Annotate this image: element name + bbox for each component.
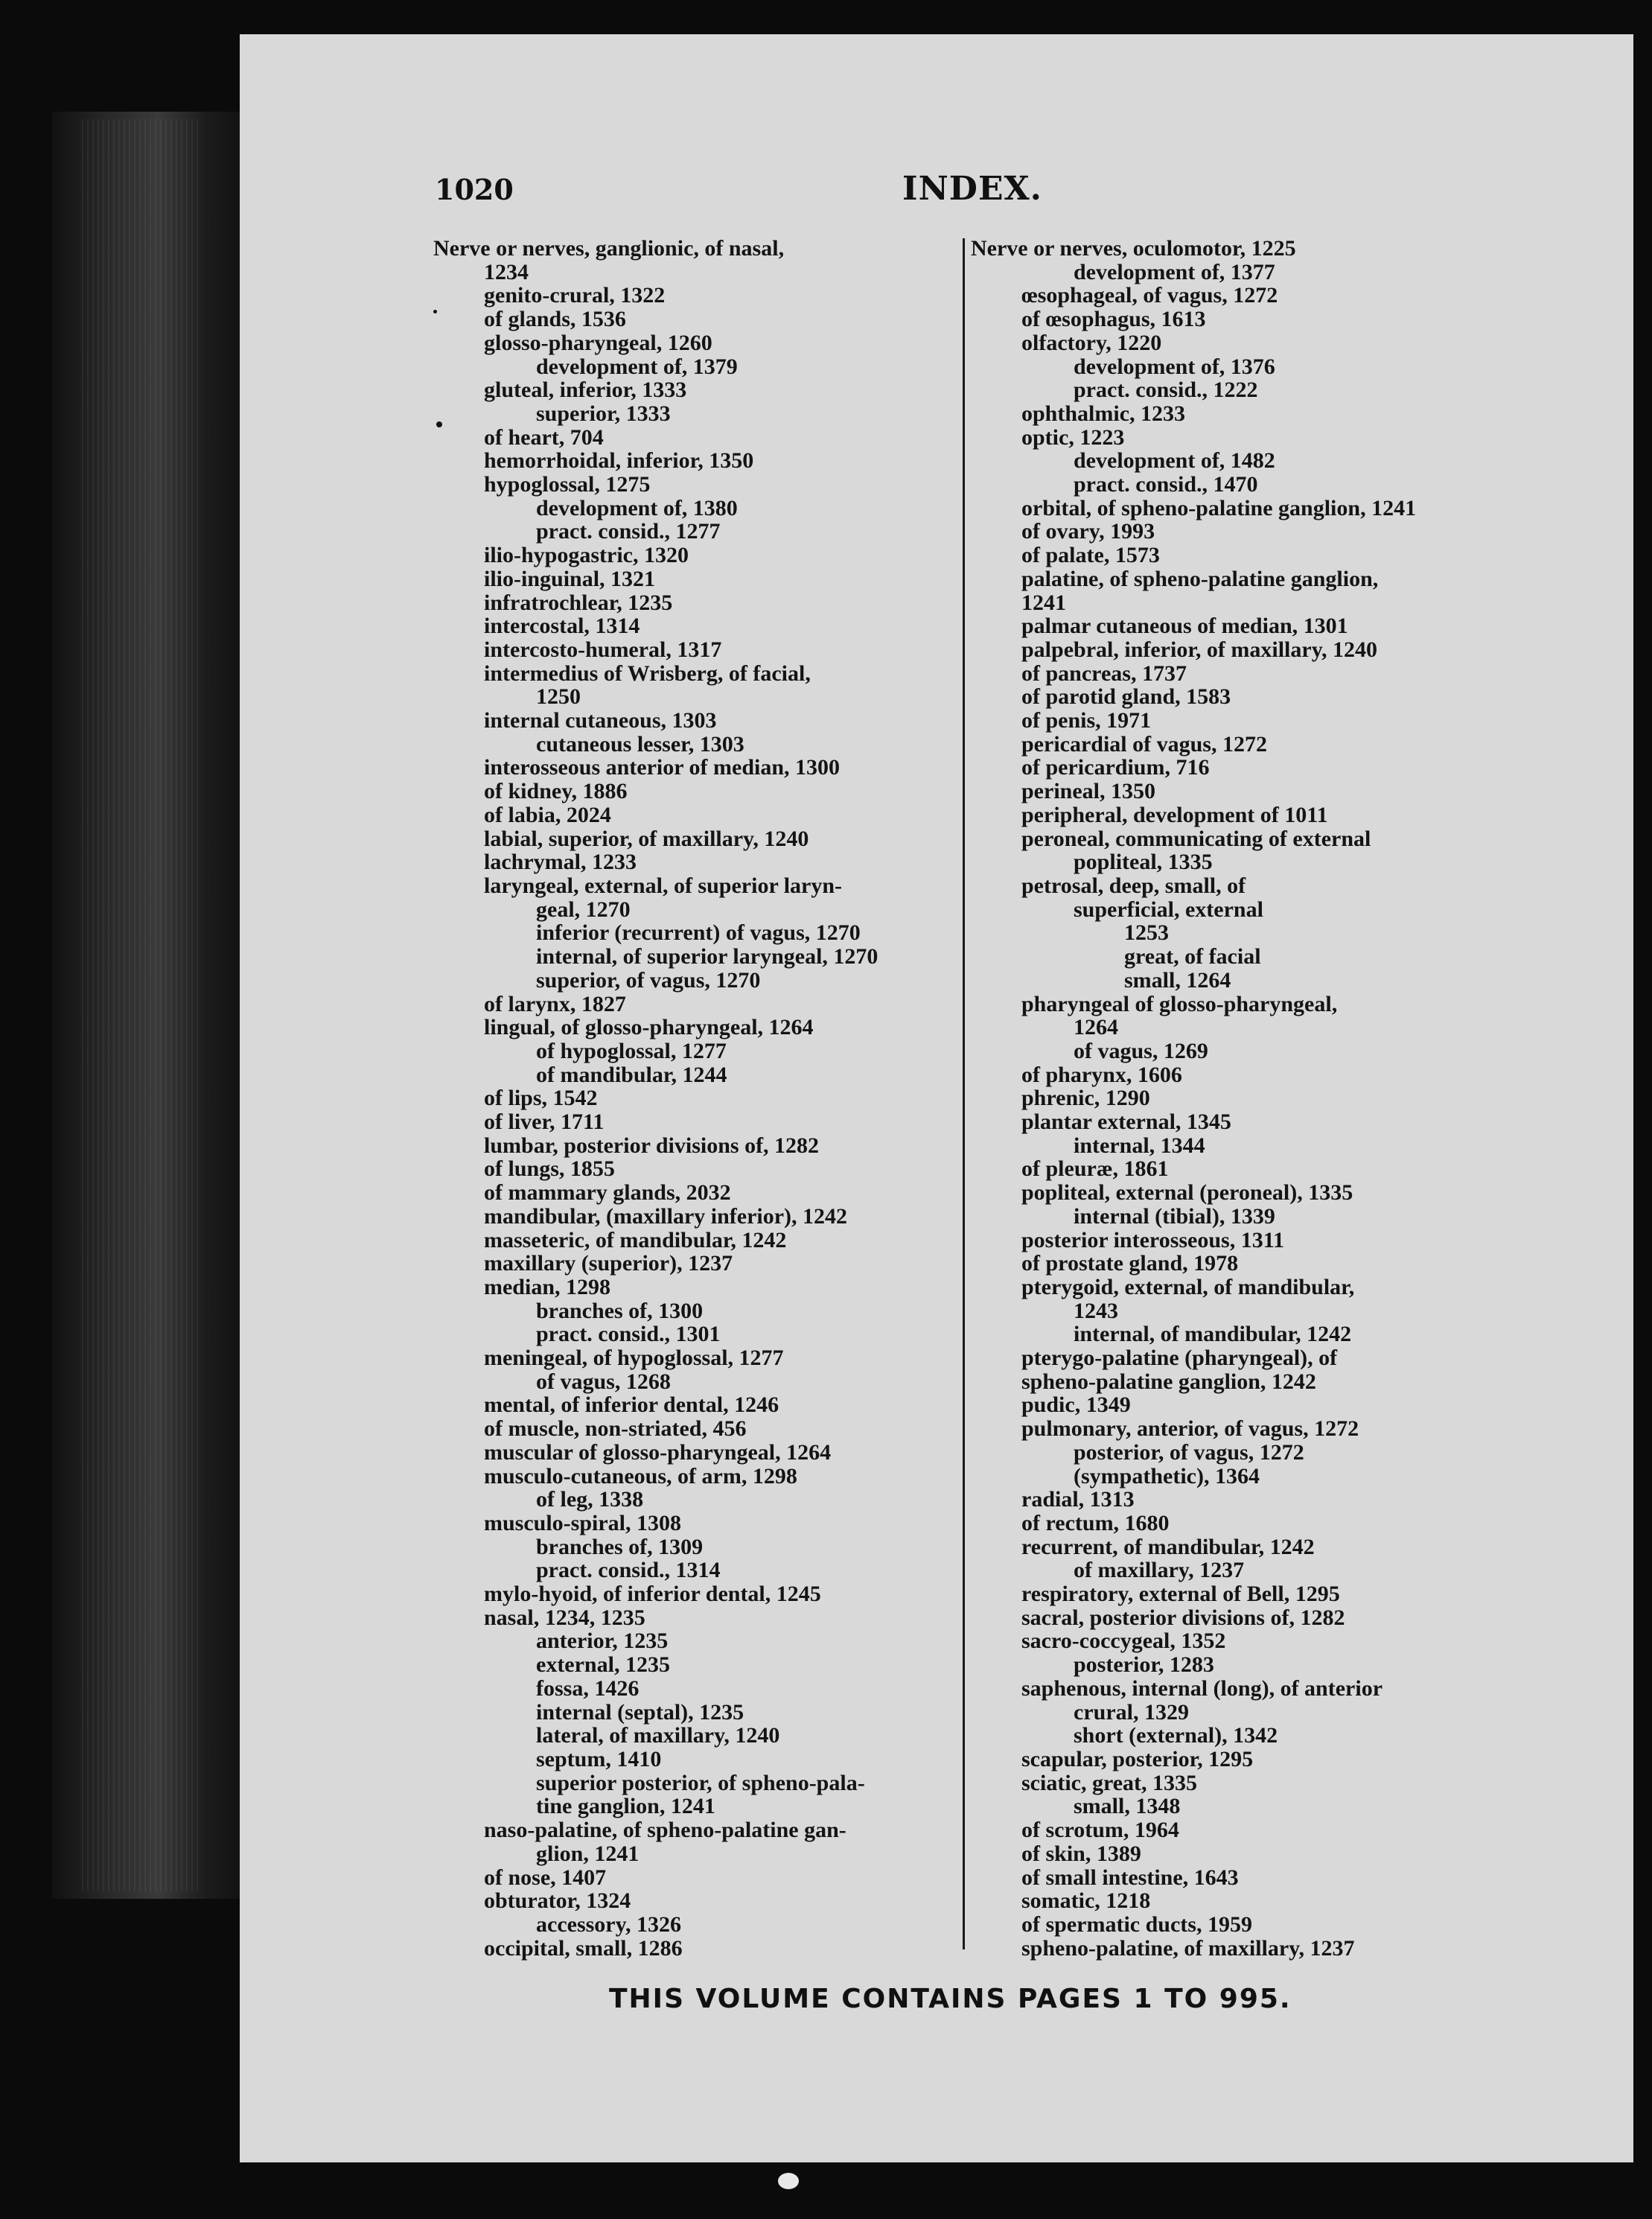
index-entry: of lips, 1542 — [484, 1086, 598, 1111]
index-entry: of scrotum, 1964 — [1021, 1818, 1179, 1843]
index-entry: of spermatic ducts, 1959 — [1021, 1911, 1252, 1937]
index-entry: of prostate gland, 1978 — [1021, 1251, 1239, 1276]
index-entry: recurrent, of mandibular, 1242 — [1021, 1534, 1315, 1559]
index-entry: of lungs, 1855 — [484, 1156, 615, 1182]
index-entry: branches of, 1300 — [536, 1298, 704, 1323]
index-entry: muscular of glosso-pharyngeal, 1264 — [484, 1439, 832, 1465]
index-entry: phrenic, 1290 — [1021, 1086, 1150, 1111]
index-entry: internal, 1344 — [1074, 1133, 1205, 1158]
index-entry: development of, 1377 — [1074, 259, 1275, 284]
index-entry: lumbar, posterior divisions of, 1282 — [484, 1133, 820, 1158]
index-entry: gluteal, inferior, 1333 — [484, 378, 687, 403]
print-speck — [436, 421, 442, 427]
index-entry: superior posterior, of spheno-pala- — [536, 1770, 865, 1795]
index-entry: of maxillary, 1237 — [1074, 1558, 1245, 1583]
index-entry: of vagus, 1268 — [536, 1369, 671, 1394]
index-entry: accessory, 1326 — [536, 1911, 681, 1937]
index-entry: olfactory, 1220 — [1021, 330, 1162, 355]
index-entry: of hypoglossal, 1277 — [536, 1038, 727, 1063]
index-entry: musculo-spiral, 1308 — [484, 1510, 682, 1535]
index-entry: internal, of superior laryngeal, 1270 — [536, 944, 878, 970]
column-divider — [963, 238, 965, 1949]
index-entry: external, 1235 — [536, 1652, 670, 1678]
scan-artifact — [778, 2173, 799, 2189]
index-entry: of pericardium, 716 — [1021, 755, 1210, 780]
index-entry: scapular, posterior, 1295 — [1021, 1747, 1254, 1771]
index-entry: of œsophagus, 1613 — [1021, 307, 1206, 332]
index-entry: of muscle, non-striated, 456 — [484, 1416, 747, 1442]
index-entry: mental, of inferior dental, 1246 — [484, 1392, 779, 1418]
index-entry: posterior, of vagus, 1272 — [1074, 1439, 1304, 1465]
index-entry: sacro-coccygeal, 1352 — [1021, 1629, 1226, 1654]
index-entry: perineal, 1350 — [1021, 779, 1155, 804]
index-entry: 1264 — [1074, 1015, 1118, 1040]
index-entry: of pancreas, 1737 — [1021, 660, 1187, 686]
index-entry: branches of, 1309 — [536, 1534, 704, 1559]
index-entry: hemorrhoidal, inferior, 1350 — [484, 448, 754, 474]
index-entry: sciatic, great, 1335 — [1021, 1770, 1198, 1795]
index-column-left — [433, 237, 947, 1960]
index-entry: 1241 — [1021, 590, 1066, 615]
index-entry: intermedius of Wrisberg, of facial, — [484, 660, 811, 686]
index-entry: of pharynx, 1606 — [1021, 1062, 1182, 1087]
index-entry: of small intestine, 1643 — [1021, 1865, 1239, 1890]
index-entry: fossa, 1426 — [536, 1675, 640, 1701]
index-entry: superior, of vagus, 1270 — [536, 967, 761, 993]
index-entry: sacral, posterior divisions of, 1282 — [1021, 1605, 1345, 1630]
index-entry: small, 1264 — [1124, 967, 1231, 993]
index-entry: nasal, 1234, 1235 — [484, 1605, 645, 1630]
index-entry: pericardial of vagus, 1272 — [1021, 731, 1267, 757]
index-entry: masseteric, of mandibular, 1242 — [484, 1227, 787, 1252]
index-entry: ilio-inguinal, 1321 — [484, 566, 656, 591]
index-entry: spheno-palatine ganglion, 1242 — [1021, 1369, 1316, 1394]
index-entry: infratrochlear, 1235 — [484, 590, 673, 615]
index-entry: internal, of mandibular, 1242 — [1074, 1322, 1352, 1347]
index-entry: laryngeal, external, of superior laryn- — [484, 873, 843, 898]
index-entry: lachrymal, 1233 — [484, 850, 637, 875]
index-entry: pract. consid., 1222 — [1074, 378, 1258, 403]
index-entry: mandibular, (maxillary inferior), 1242 — [484, 1203, 848, 1229]
index-entry: crural, 1329 — [1074, 1699, 1189, 1725]
index-entry: ilio-hypogastric, 1320 — [484, 543, 689, 568]
index-entry: ophthalmic, 1233 — [1021, 401, 1186, 426]
index-entry: palmar cutaneous of median, 1301 — [1021, 614, 1348, 639]
index-entry: lingual, of glosso-pharyngeal, 1264 — [484, 1015, 814, 1040]
index-entry: inferior (recurrent) of vagus, 1270 — [536, 920, 861, 946]
index-entry: of leg, 1338 — [536, 1487, 644, 1512]
index-entry: musculo-cutaneous, of arm, 1298 — [484, 1463, 797, 1489]
index-entry: popliteal, 1335 — [1074, 850, 1213, 875]
index-entry: posterior, 1283 — [1074, 1652, 1214, 1678]
index-entry: obturator, 1324 — [484, 1888, 631, 1914]
index-entry: short (external), 1342 — [1074, 1723, 1278, 1748]
index-entry: of vagus, 1269 — [1074, 1038, 1208, 1063]
index-entry: peripheral, development of 1011 — [1021, 802, 1328, 827]
index-entry: superior, 1333 — [536, 401, 671, 426]
index-entry: pulmonary, anterior, of vagus, 1272 — [1021, 1416, 1359, 1442]
index-entry: of kidney, 1886 — [484, 779, 628, 804]
volume-note: THIS VOLUME CONTAINS PAGES 1 TO 995. — [609, 1984, 1292, 2014]
index-entry: internal cutaneous, 1303 — [484, 708, 717, 733]
index-entry: superficial, external — [1074, 897, 1263, 922]
index-entry: internal (septal), 1235 — [536, 1699, 744, 1725]
index-entry: posterior interosseous, 1311 — [1021, 1227, 1285, 1252]
index-entry: Nerve or nerves, oculomotor, 1225 — [971, 236, 1296, 261]
page-number: 1020 — [435, 173, 514, 206]
page-title: INDEX. — [902, 170, 1042, 208]
index-entry: (sympathetic), 1364 — [1074, 1463, 1260, 1489]
index-entry: great, of facial — [1124, 944, 1261, 970]
index-entry: cutaneous lesser, 1303 — [536, 731, 744, 757]
index-entry: of glands, 1536 — [484, 307, 626, 332]
index-entry: mylo-hyoid, of inferior dental, 1245 — [484, 1582, 821, 1607]
index-entry: of parotid gland, 1583 — [1021, 684, 1231, 710]
index-entry: lateral, of maxillary, 1240 — [536, 1723, 780, 1748]
index-entry: of mandibular, 1244 — [536, 1062, 727, 1087]
index-entry: median, 1298 — [484, 1274, 611, 1299]
index-entry: of liver, 1711 — [484, 1110, 605, 1135]
index-entry: of larynx, 1827 — [484, 991, 626, 1016]
index-entry: development of, 1380 — [536, 495, 738, 520]
index-entry: Nerve or nerves, ganglionic, of nasal, — [433, 236, 785, 261]
index-entry: development of, 1376 — [1074, 354, 1275, 379]
index-entry: hypoglossal, 1275 — [484, 472, 651, 497]
index-entry: palatine, of spheno-palatine ganglion, — [1021, 566, 1379, 591]
index-entry: palpebral, inferior, of maxillary, 1240 — [1021, 637, 1378, 662]
index-entry: development of, 1482 — [1074, 448, 1275, 474]
index-entry: genito-crural, 1322 — [484, 283, 666, 308]
index-entry: pract. consid., 1314 — [536, 1558, 721, 1583]
index-entry: spheno-palatine, of maxillary, 1237 — [1021, 1935, 1355, 1961]
index-entry: 1243 — [1074, 1298, 1118, 1323]
index-entry: pharyngeal of glosso-pharyngeal, — [1021, 991, 1338, 1016]
index-entry: of mammary glands, 2032 — [484, 1180, 731, 1206]
index-entry: pterygoid, external, of mandibular, — [1021, 1274, 1355, 1299]
index-entry: plantar external, 1345 — [1021, 1110, 1231, 1135]
index-entry: labial, superior, of maxillary, 1240 — [484, 826, 809, 851]
index-entry: pract. consid., 1470 — [1074, 472, 1258, 497]
index-entry: tine ganglion, 1241 — [536, 1794, 715, 1819]
index-column-right — [971, 237, 1507, 1960]
index-entry: peroneal, communicating of external — [1021, 826, 1371, 851]
index-entry: pract. consid., 1277 — [536, 519, 721, 544]
index-entry: internal (tibial), 1339 — [1074, 1203, 1275, 1229]
index-entry: geal, 1270 — [536, 897, 631, 922]
index-entry: of palate, 1573 — [1021, 543, 1160, 568]
index-entry: respiratory, external of Bell, 1295 — [1021, 1582, 1340, 1607]
index-entry: naso-palatine, of spheno-palatine gan- — [484, 1818, 846, 1843]
page-stack-edges — [82, 119, 201, 1891]
index-entry: glosso-pharyngeal, 1260 — [484, 330, 712, 355]
index-entry: of skin, 1389 — [1021, 1841, 1141, 1866]
index-entry: maxillary (superior), 1237 — [484, 1251, 733, 1276]
index-entry: of pleuræ, 1861 — [1021, 1156, 1169, 1182]
index-entry: œsophageal, of vagus, 1272 — [1021, 283, 1278, 308]
index-entry: of penis, 1971 — [1021, 708, 1152, 733]
index-entry: radial, 1313 — [1021, 1487, 1135, 1512]
index-entry: 1253 — [1124, 920, 1169, 946]
index-entry: orbital, of spheno-palatine ganglion, 1241 — [1021, 495, 1417, 520]
index-entry: glion, 1241 — [536, 1841, 640, 1866]
index-entry: septum, 1410 — [536, 1747, 662, 1771]
index-entry: petrosal, deep, small, of — [1021, 873, 1246, 898]
index-entry: intercostal, 1314 — [484, 614, 640, 639]
index-entry: pudic, 1349 — [1021, 1392, 1131, 1418]
print-speck — [433, 310, 437, 313]
index-entry: anterior, 1235 — [536, 1629, 669, 1654]
index-entry: of nose, 1407 — [484, 1865, 607, 1890]
index-entry: of labia, 2024 — [484, 802, 611, 827]
index-entry: of rectum, 1680 — [1021, 1510, 1170, 1535]
index-entry: of ovary, 1993 — [1021, 519, 1155, 544]
index-entry: occipital, small, 1286 — [484, 1935, 683, 1961]
index-entry: 1234 — [484, 259, 529, 284]
index-entry: small, 1348 — [1074, 1794, 1181, 1819]
index-entry: somatic, 1218 — [1021, 1888, 1151, 1914]
index-entry: development of, 1379 — [536, 354, 738, 379]
index-entry: pract. consid., 1301 — [536, 1322, 721, 1347]
index-entry: optic, 1223 — [1021, 424, 1125, 450]
index-entry: saphenous, internal (long), of anterior — [1021, 1675, 1383, 1701]
index-entry: pterygo-palatine (pharyngeal), of — [1021, 1346, 1338, 1371]
index-entry: of heart, 704 — [484, 424, 604, 450]
index-entry: popliteal, external (peroneal), 1335 — [1021, 1180, 1353, 1206]
index-entry: meningeal, of hypoglossal, 1277 — [484, 1346, 784, 1371]
index-entry: intercosto-humeral, 1317 — [484, 637, 722, 662]
index-entry: 1250 — [536, 684, 581, 710]
index-entry: interosseous anterior of median, 1300 — [484, 755, 841, 780]
